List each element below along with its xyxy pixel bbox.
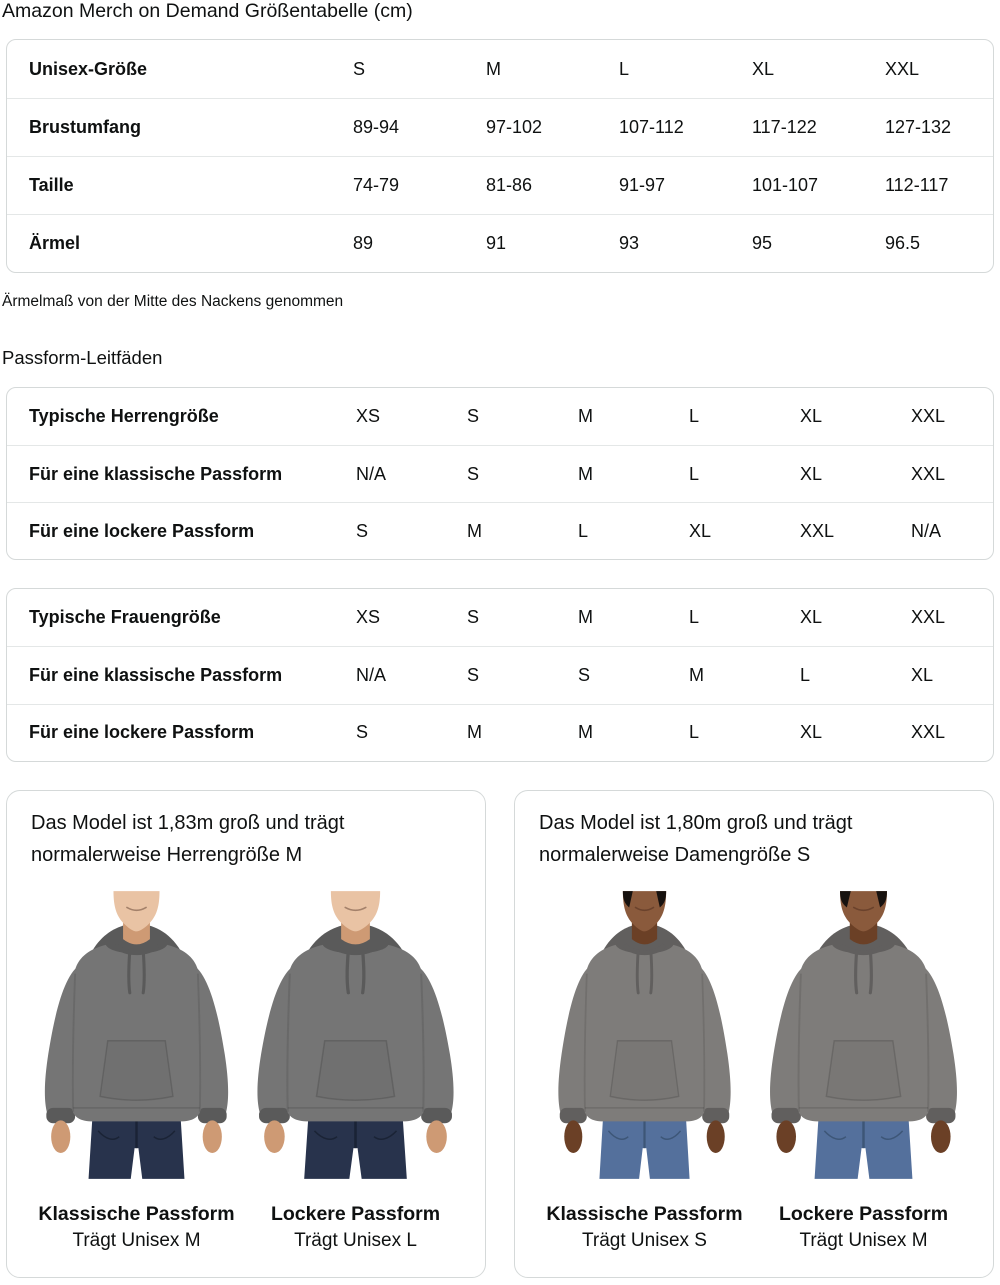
- size-cell: 91: [486, 233, 507, 253]
- fit-guides-heading: Passform-Leitfäden: [2, 347, 163, 368]
- row-label: Typische Herrengröße: [29, 406, 219, 426]
- size-cell: XS: [356, 607, 381, 628]
- model-description: Das Model ist 1,80m groß und trägt normalerweise Damengröße S: [539, 812, 853, 866]
- size-cell: M: [578, 463, 593, 484]
- size-cell: XXL: [911, 463, 946, 484]
- size-cell: N/A: [356, 664, 387, 685]
- figure-caption: [758, 1201, 969, 1255]
- size-worn-label: Trägt Unisex M: [799, 1230, 928, 1251]
- size-cell: XXL: [911, 406, 946, 426]
- row-label: Unisex-Größe: [29, 58, 148, 79]
- womens-fit-table: [6, 588, 994, 762]
- size-cell: 96.5: [885, 233, 921, 253]
- table-row: [7, 502, 993, 559]
- size-cell: M: [578, 722, 593, 743]
- model-photo-loose-fit-men: [250, 885, 461, 1185]
- size-cell: XL: [689, 520, 712, 541]
- size-cell: XS: [356, 406, 381, 426]
- size-cell: 74-79: [353, 175, 400, 195]
- row-label: Für eine lockere Passform: [29, 722, 255, 743]
- mens-model-card: [6, 790, 486, 1278]
- mens-fit-table: [6, 387, 994, 560]
- size-cell: XXL: [885, 58, 920, 79]
- size-cell: S: [467, 406, 480, 426]
- table-row: [7, 98, 993, 156]
- size-cell: 107-112: [619, 117, 684, 137]
- fit-label: Lockere Passform: [270, 1203, 441, 1225]
- size-worn-label: Trägt Unisex M: [72, 1230, 201, 1251]
- womens-model-card: [514, 790, 994, 1278]
- figure-caption: [31, 1201, 242, 1255]
- table-row: [7, 589, 993, 646]
- table-row: [7, 214, 993, 272]
- fit-label: Klassische Passform: [38, 1203, 235, 1225]
- sleeve-measure-note: Ärmelmaß von der Mitte des Nackens genommen: [2, 293, 344, 310]
- row-label: Für eine lockere Passform: [29, 520, 255, 541]
- model-description: Das Model ist 1,83m groß und trägt normalerweise Herrengröße M: [31, 812, 345, 866]
- figure-caption: [539, 1201, 750, 1255]
- fit-label: Klassische Passform: [546, 1203, 743, 1225]
- model-photo-classic-fit-women: [539, 885, 750, 1185]
- size-cell: 95: [752, 233, 773, 253]
- size-cell: S: [467, 664, 480, 685]
- size-cell: M: [486, 58, 501, 79]
- size-cell: S: [356, 722, 369, 743]
- size-cell: 97-102: [486, 117, 543, 137]
- size-cell: S: [353, 58, 366, 79]
- size-cell: M: [467, 520, 482, 541]
- size-cell: L: [578, 520, 589, 541]
- size-worn-label: Trägt Unisex S: [582, 1230, 707, 1251]
- size-cell: M: [689, 664, 704, 685]
- size-cell: L: [689, 463, 700, 484]
- table-row: [7, 388, 993, 445]
- size-cell: XL: [800, 722, 823, 743]
- size-cell: S: [467, 463, 480, 484]
- size-cell: N/A: [911, 520, 942, 541]
- size-cell: L: [689, 722, 700, 743]
- figure-caption: [250, 1201, 461, 1255]
- size-cell: 101-107: [752, 175, 819, 195]
- size-cell: M: [578, 607, 593, 628]
- size-worn-label: Trägt Unisex L: [294, 1230, 417, 1251]
- size-cell: 89-94: [353, 117, 400, 137]
- table-row: [7, 704, 993, 761]
- row-label: Für eine klassische Passform: [29, 463, 283, 484]
- size-cell: 127-132: [885, 117, 952, 137]
- table-row: [7, 445, 993, 502]
- size-cell: XXL: [911, 722, 946, 743]
- size-cell: S: [356, 520, 369, 541]
- size-cell: L: [619, 58, 630, 79]
- size-cell: 91-97: [619, 175, 666, 195]
- size-cell: XL: [800, 463, 823, 484]
- row-label: Typische Frauengröße: [29, 607, 221, 628]
- size-cell: XL: [800, 406, 823, 426]
- table-row: [7, 646, 993, 703]
- size-cell: L: [689, 607, 700, 628]
- fit-label: Lockere Passform: [778, 1203, 949, 1225]
- page-title: Amazon Merch on Demand Größentabelle (cm): [2, 0, 413, 22]
- size-cell: 112-117: [885, 175, 949, 195]
- row-label: Brustumfang: [29, 117, 141, 137]
- size-cell: S: [578, 664, 591, 685]
- row-label: Taille: [29, 175, 74, 195]
- table-row: [7, 40, 993, 98]
- size-cell: XXL: [800, 520, 835, 541]
- size-cell: XL: [911, 664, 934, 685]
- unisex-size-table: [6, 39, 994, 273]
- size-cell: XL: [752, 58, 775, 79]
- row-label: Ärmel: [29, 233, 81, 253]
- model-photo-loose-fit-women: [758, 885, 969, 1185]
- size-cell: 81-86: [486, 175, 533, 195]
- size-cell: N/A: [356, 463, 387, 484]
- size-cell: L: [800, 664, 811, 685]
- size-cell: XL: [800, 607, 823, 628]
- size-cell: 93: [619, 233, 640, 253]
- size-cell: M: [467, 722, 482, 743]
- size-cell: S: [467, 607, 480, 628]
- size-cell: M: [578, 406, 593, 426]
- row-label: Für eine klassische Passform: [29, 664, 283, 685]
- table-row: [7, 156, 993, 214]
- size-cell: 117-122: [752, 117, 817, 137]
- size-cell: XXL: [911, 607, 946, 628]
- size-cell: 89: [353, 233, 374, 253]
- model-photo-classic-fit-men: [31, 885, 242, 1185]
- size-cell: L: [689, 406, 700, 426]
